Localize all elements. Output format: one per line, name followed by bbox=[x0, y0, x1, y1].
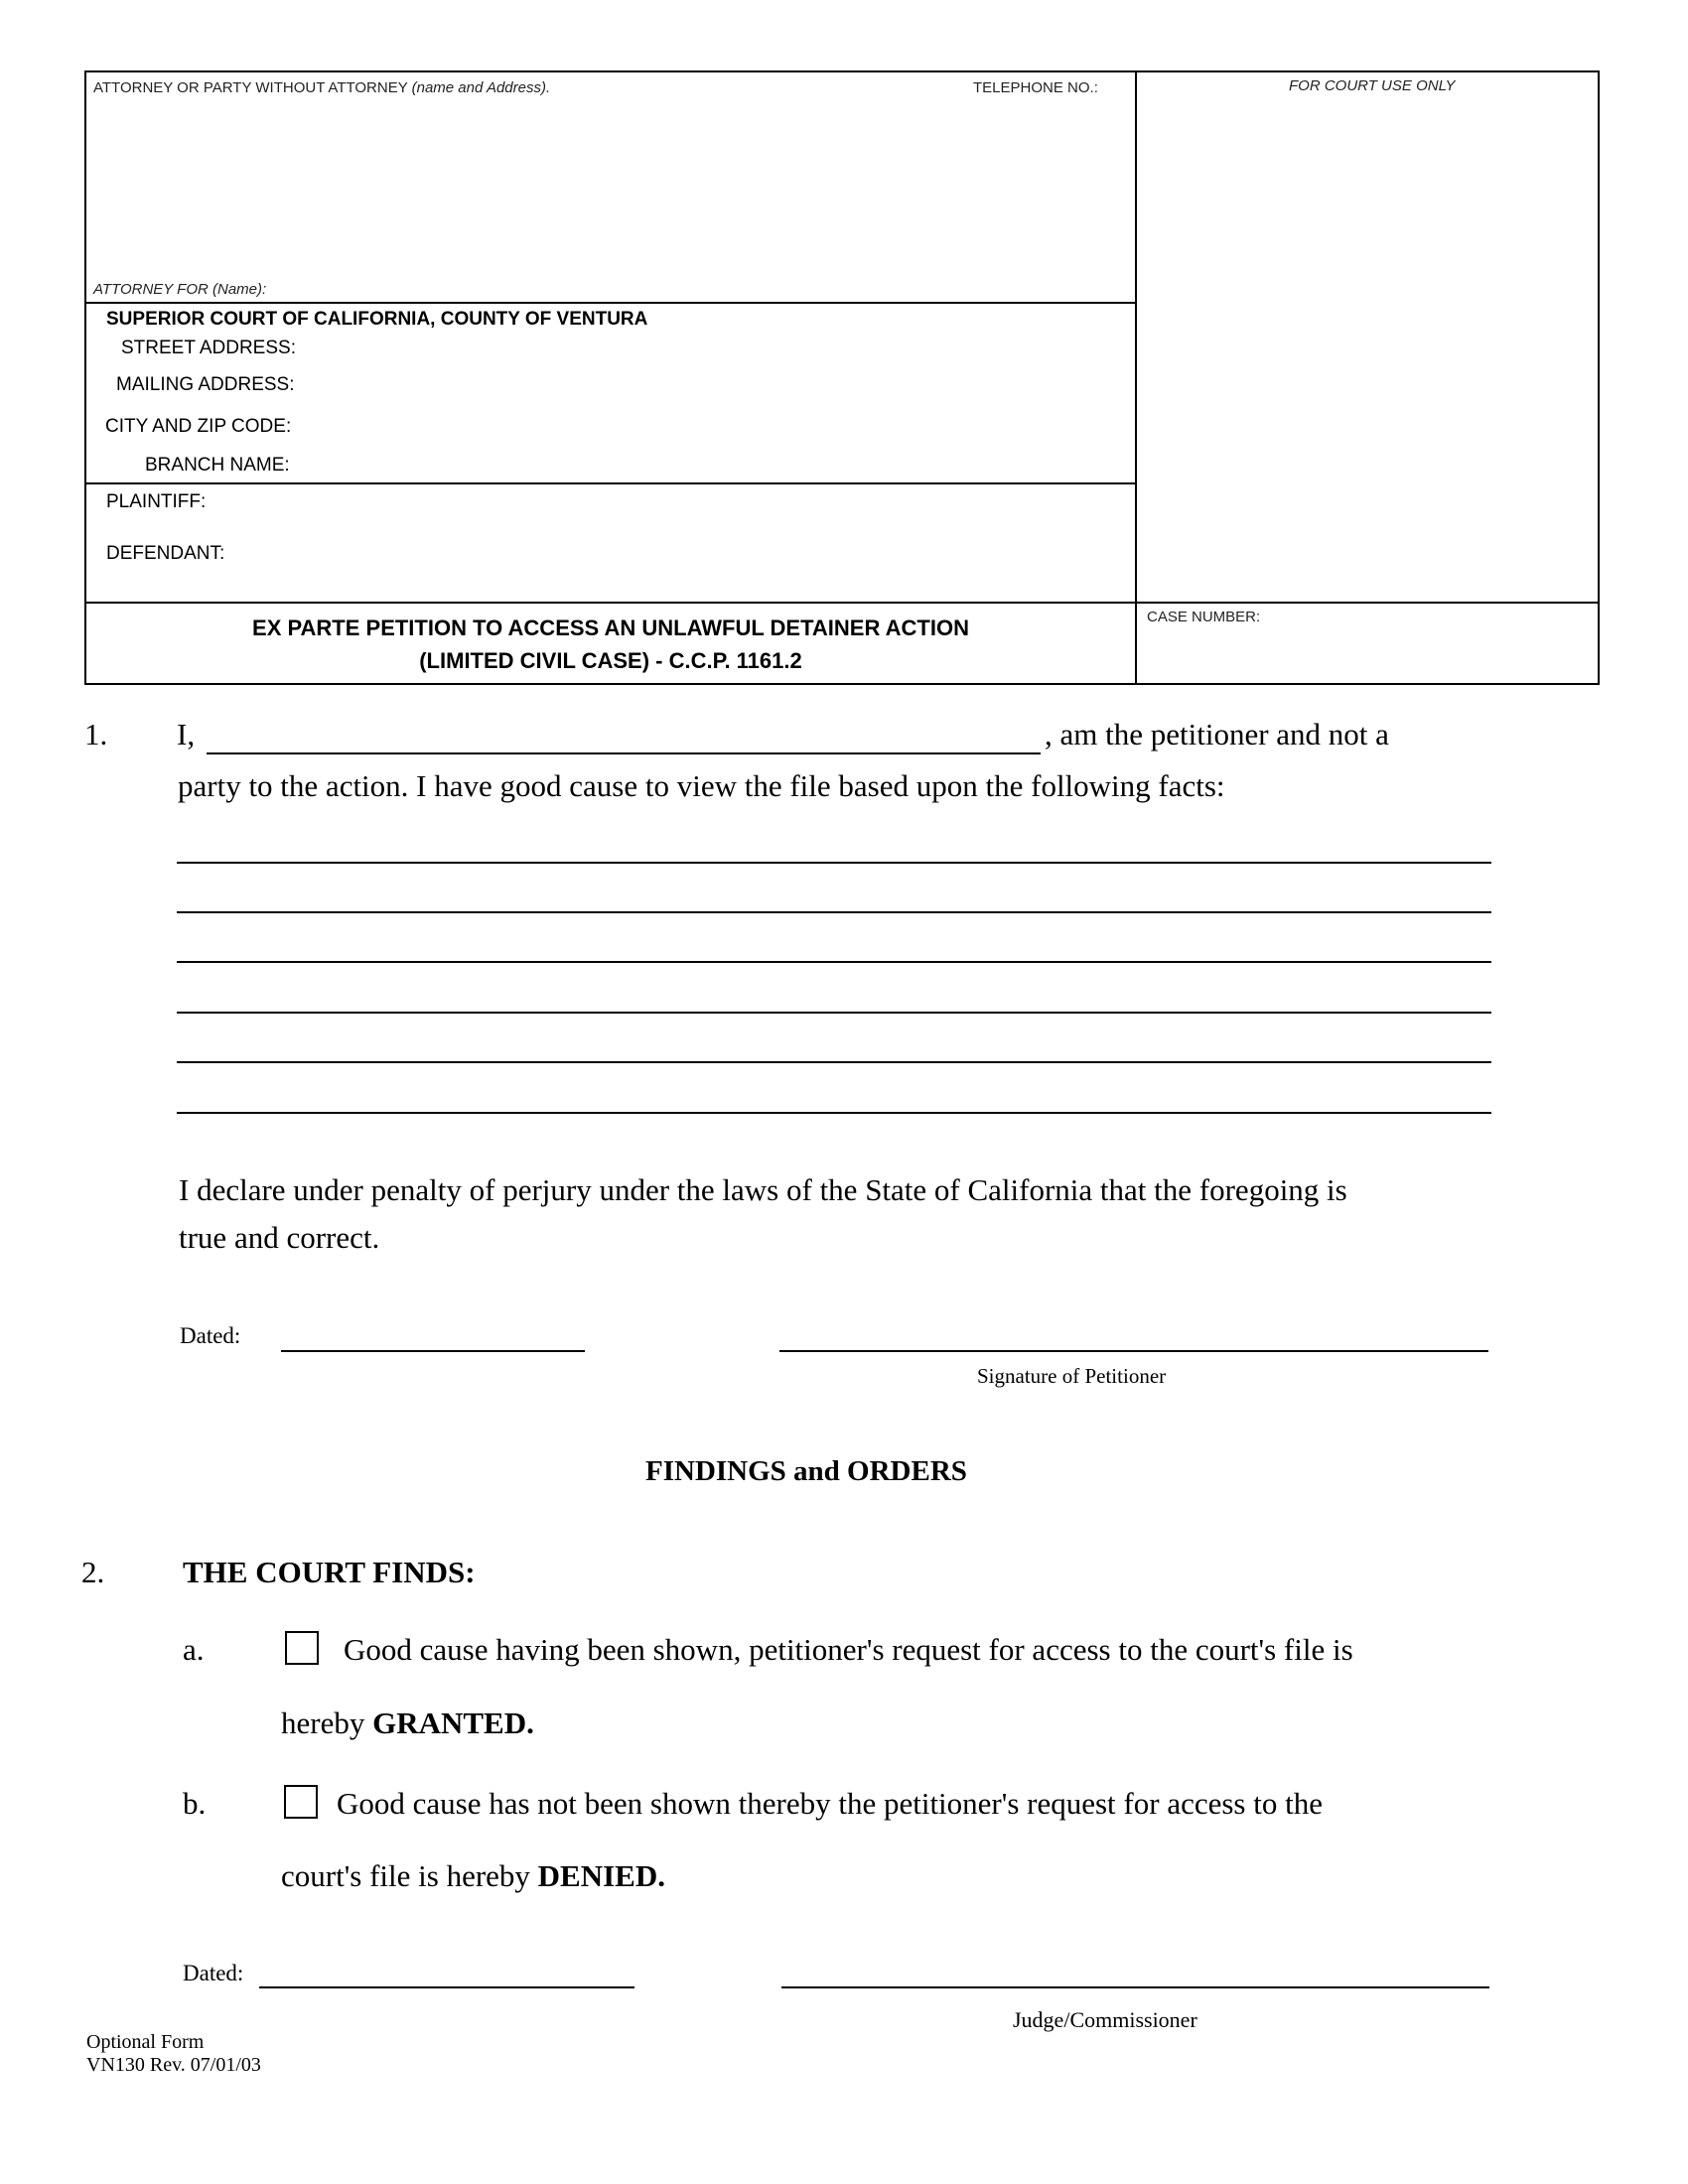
finding-a-text: Good cause having been shown, petitioner's request for access to the court's file is bbox=[344, 1632, 1353, 1667]
finding-a-letter: a. bbox=[183, 1632, 205, 1667]
petitioner-statement: , am the petitioner and not a bbox=[1045, 717, 1389, 751]
header-column-divider bbox=[1135, 70, 1137, 685]
section1-number: 1. bbox=[84, 717, 108, 751]
case-number-label: CASE NUMBER: bbox=[1147, 609, 1261, 625]
city-zip-label: CITY AND ZIP CODE: bbox=[105, 416, 292, 437]
petitioner-i-text: I, bbox=[177, 717, 196, 751]
finding-b-text2: court's file is hereby DENIED. bbox=[281, 1858, 666, 1893]
judge-signature-line[interactable] bbox=[781, 1986, 1489, 1988]
defendant-label: DEFENDANT: bbox=[106, 543, 225, 564]
header-box bbox=[84, 70, 1600, 685]
plaintiff-label: PLAINTIFF: bbox=[106, 491, 207, 512]
court-use-label: FOR COURT USE ONLY bbox=[1289, 77, 1456, 94]
mailing-address-label: MAILING ADDRESS: bbox=[116, 374, 295, 395]
declaration-line1: I declare under penalty of perjury under the laws of the State of California that the foregoing is bbox=[179, 1172, 1347, 1207]
petitioner-signature-line[interactable] bbox=[779, 1350, 1488, 1352]
telephone-label: TELEPHONE NO.: bbox=[973, 79, 1098, 96]
finding-a-text2: hereby GRANTED. bbox=[281, 1706, 534, 1740]
judge-dated-label: Dated: bbox=[183, 1961, 244, 1985]
petitioner-name-line[interactable] bbox=[207, 752, 1041, 754]
optional-form-label: Optional Form bbox=[86, 2031, 205, 2053]
court-finds-label: THE COURT FINDS: bbox=[183, 1555, 476, 1589]
form-title-line2: (LIMITED CIVIL CASE) - C.C.P. 1161.2 bbox=[419, 648, 802, 673]
finding-b-text: Good cause has not been shown thereby the petitioner's request for access to the bbox=[337, 1786, 1323, 1821]
petitioner-dated-label: Dated: bbox=[180, 1323, 241, 1348]
granted-checkbox[interactable] bbox=[285, 1631, 319, 1665]
attorney-section-divider bbox=[84, 302, 1137, 304]
judge-signature-label: Judge/Commissioner bbox=[1013, 2007, 1197, 2032]
facts-line[interactable] bbox=[177, 1012, 1491, 1014]
court-name: SUPERIOR COURT OF CALIFORNIA, COUNTY OF VENTURA bbox=[106, 309, 648, 330]
street-address-label: STREET ADDRESS: bbox=[121, 338, 296, 358]
finding-b-letter: b. bbox=[183, 1786, 207, 1821]
form-title-line1: EX PARTE PETITION TO ACCESS AN UNLAWFUL DETAINER ACTION bbox=[252, 615, 969, 640]
branch-name-label: BRANCH NAME: bbox=[145, 455, 290, 476]
findings-heading: FINDINGS and ORDERS bbox=[645, 1455, 967, 1487]
petitioner-signature-label: Signature of Petitioner bbox=[977, 1364, 1167, 1388]
facts-line[interactable] bbox=[177, 961, 1491, 963]
attorney-for-label: ATTORNEY FOR (Name): bbox=[93, 281, 267, 298]
title-section-divider bbox=[84, 602, 1600, 604]
judge-date-line[interactable] bbox=[259, 1986, 634, 1988]
denied-label: DENIED. bbox=[537, 1858, 666, 1893]
attorney-label: ATTORNEY OR PARTY WITHOUT ATTORNEY (name and Address). bbox=[93, 79, 551, 96]
denied-checkbox[interactable] bbox=[284, 1785, 318, 1819]
facts-line[interactable] bbox=[177, 1061, 1491, 1063]
good-cause-statement: party to the action. I have good cause to view the file based upon the following facts: bbox=[178, 768, 1225, 803]
declaration-line2: true and correct. bbox=[179, 1220, 380, 1255]
form-id-label: VN130 Rev. 07/01/03 bbox=[86, 2054, 261, 2076]
facts-line[interactable] bbox=[177, 911, 1491, 913]
facts-line[interactable] bbox=[177, 862, 1491, 864]
petitioner-date-line[interactable] bbox=[281, 1350, 585, 1352]
facts-line[interactable] bbox=[177, 1112, 1491, 1114]
granted-label: GRANTED. bbox=[372, 1706, 534, 1740]
section2-number: 2. bbox=[81, 1555, 105, 1589]
court-section-divider bbox=[84, 482, 1137, 484]
